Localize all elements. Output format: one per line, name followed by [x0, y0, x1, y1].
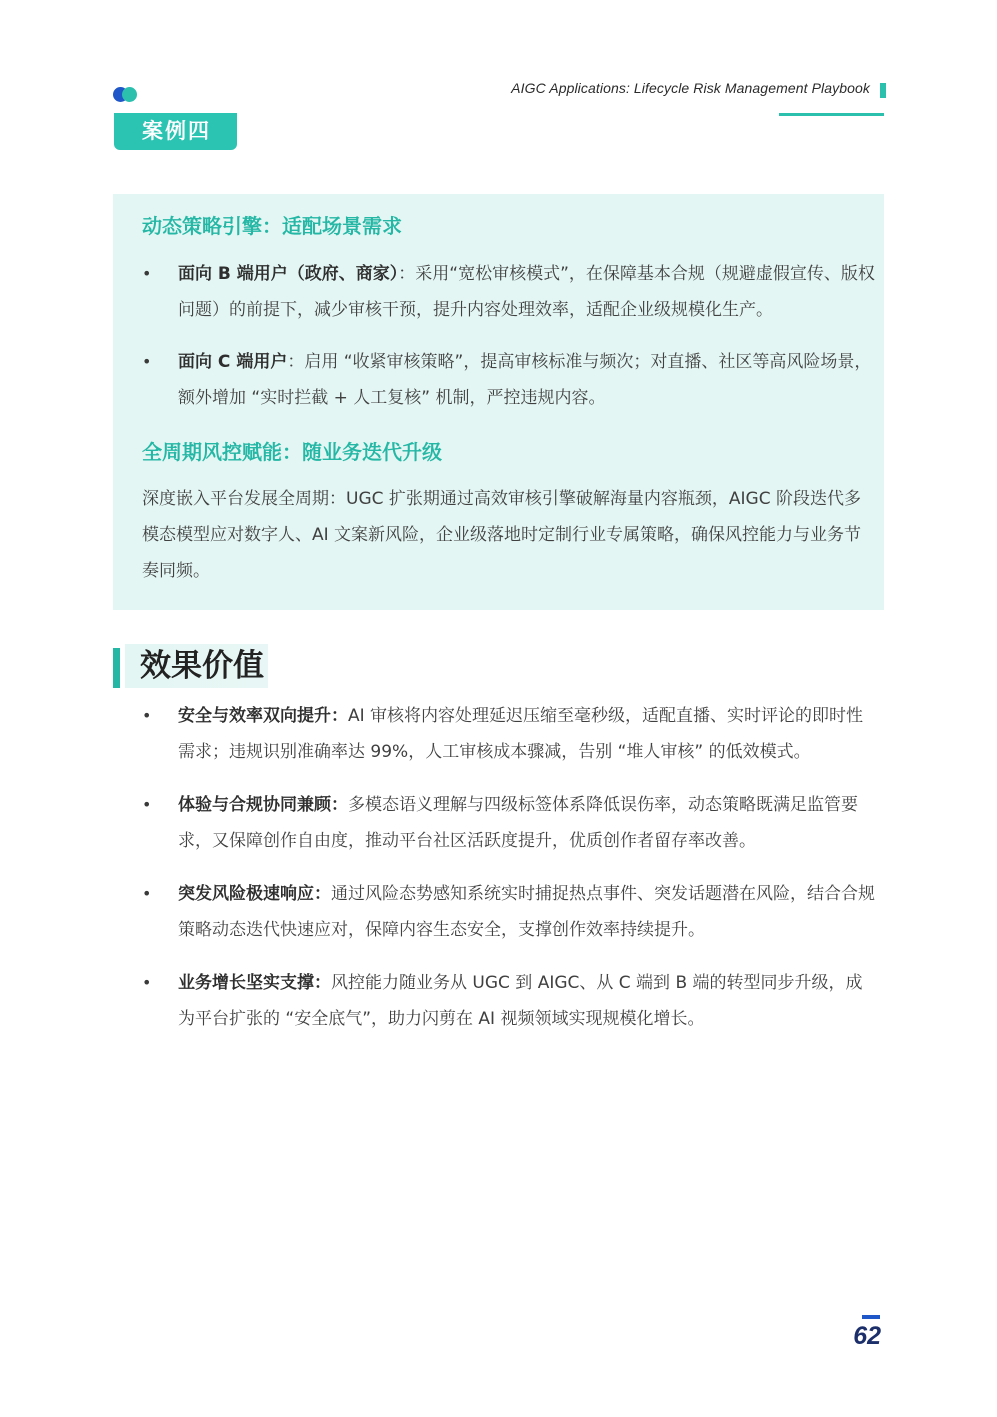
case-tag: 案例四	[114, 113, 237, 150]
panel-heading-strategy: 动态策略引擎：适配场景需求	[142, 214, 402, 238]
item-label: 体验与合规协同兼顾：	[178, 795, 348, 815]
item-text: 通过风险态势感知系统实时捕捉热点事件、突发话题潜在风险，结合合规策略动态迭代快速应对，保障内容生态安全，支撑创作效率持续提升。	[178, 884, 875, 940]
list-item	[178, 787, 878, 859]
bullet-icon: •	[142, 795, 152, 814]
list-item	[178, 698, 878, 770]
bullet-icon: •	[142, 352, 152, 371]
item-label: 突发风险极速响应：	[178, 884, 331, 904]
item-text: ：采用“宽松审核模式”，在保障基本合规（规避虚假宣传、版权问题）的前提下，减少审核干预，提升内容处理效率，适配企业级规模化生产。	[178, 264, 875, 320]
item-label: 面向 B 端用户（政府、商家）	[178, 264, 399, 284]
list-item	[178, 256, 878, 328]
section-accent-bar	[113, 648, 120, 688]
panel-paragraph: 深度嵌入平台发展全周期：UGC 扩张期通过高效审核引擎破解海量内容瓶颈，AIGC 阶段迭代多模态模型应对数字人、AI 文案新风险，企业级落地时定制行业专属策略，确保风控能力与业务节奏同频。	[142, 489, 862, 581]
item-label: 面向 C 端用户	[178, 352, 288, 372]
page-number: 62	[853, 1322, 881, 1350]
page-number-accent	[862, 1315, 880, 1319]
panel-heading-lifecycle: 全周期风控赋能：随业务迭代升级	[142, 440, 442, 464]
item-text: 风控能力随业务从 UGC 到 AIGC、从 C 端到 B 端的转型同步升级，成为平台扩张的 “安全底气”，助力闪剪在 AI 视频领域实现规模化增长。	[178, 973, 863, 1029]
list-item	[178, 965, 878, 1037]
header-accent-bar	[880, 83, 886, 98]
bullet-icon: •	[142, 264, 152, 283]
item-label: 安全与效率双向提升：	[178, 706, 348, 726]
list-item	[178, 344, 878, 416]
logo-icon	[113, 87, 139, 103]
item-text: ：启用 “收紧审核策略”，提高审核标准与频次；对直播、社区等高风险场景，额外增加 “实时拦截 + 人工复核” 机制，严控违规内容。	[178, 352, 872, 408]
section-title: 效果价值	[125, 644, 268, 688]
bullet-icon: •	[142, 884, 152, 903]
item-text: 多模态语义理解与四级标签体系降低误伤率，动态策略既满足监管要求，又保障创作自由度，推动平台社区活跃度提升，优质创作者留存率改善。	[178, 795, 858, 851]
running-title: AIGC Applications: Lifecycle Risk Management Playbook	[511, 80, 870, 96]
header-rule	[779, 113, 884, 116]
list-item	[178, 876, 878, 948]
bullet-icon: •	[142, 706, 152, 725]
item-text: AI 审核将内容处理延迟压缩至毫秒级，适配直播、实时评论的即时性需求；违规识别准确率达 99%，人工审核成本骤减，告别 “堆人审核” 的低效模式。	[178, 706, 864, 762]
bullet-icon: •	[142, 973, 152, 992]
item-label: 业务增长坚实支撑：	[178, 973, 331, 993]
